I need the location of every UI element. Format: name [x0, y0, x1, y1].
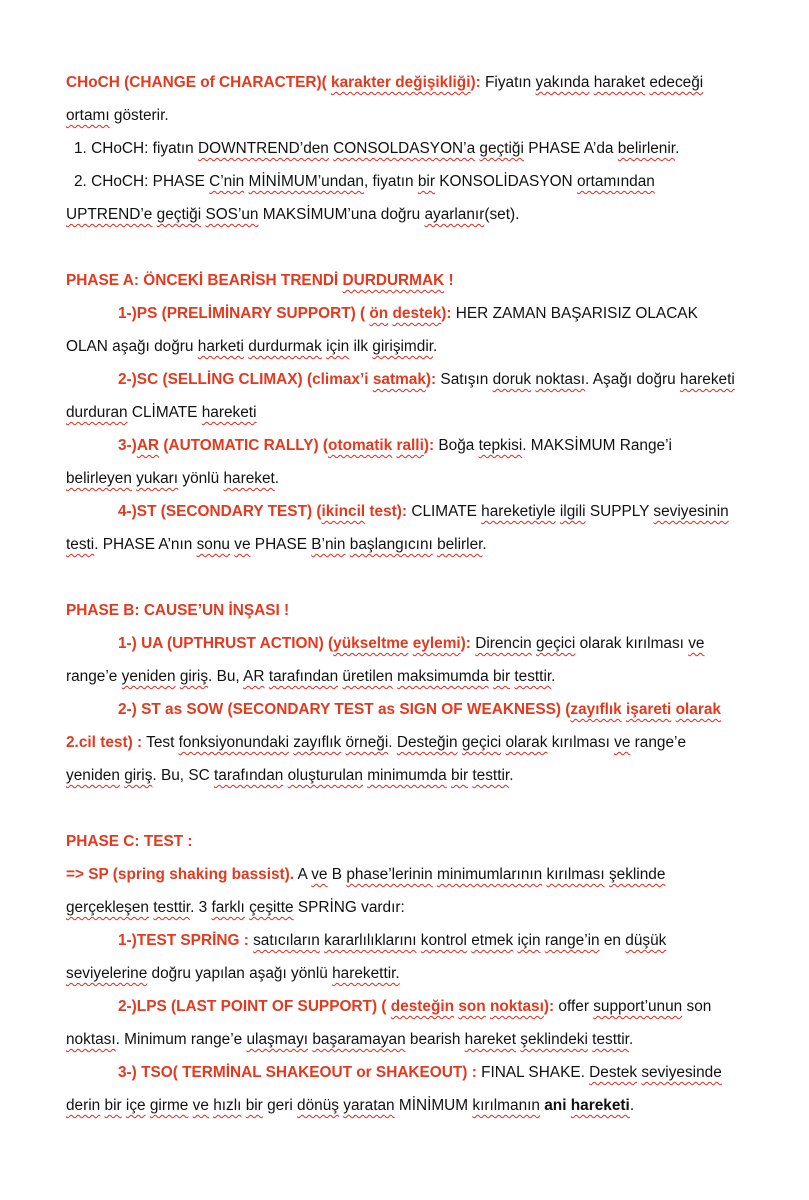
text: testi: [66, 536, 95, 553]
text: edeceği: [649, 74, 704, 91]
text: testtir: [472, 767, 510, 784]
text: PHASE A’da: [523, 140, 618, 157]
text: ortamı: [66, 107, 110, 124]
text: belirlenir: [617, 140, 676, 157]
choch-line-1: [66, 66, 786, 99]
text: maksimumda: [397, 668, 489, 685]
text: Test: [142, 734, 179, 751]
text: düşük: [625, 932, 667, 949]
text: olarak: [675, 701, 721, 718]
text: doğru yapılan aşağı yönlü: [147, 965, 333, 982]
text: 2. CHoCH: PHASE: [74, 173, 210, 190]
text: Direncin: [475, 635, 532, 652]
text: hareketi: [201, 404, 257, 421]
text: PHASE: [250, 536, 312, 553]
text: ve: [614, 734, 631, 751]
text: kırılması: [547, 734, 615, 751]
text: .: [433, 338, 438, 355]
text: range’in: [544, 932, 600, 949]
phase-c-ts-line-1: [66, 924, 786, 957]
text: ve: [192, 1097, 209, 1114]
text: . 3: [190, 899, 212, 916]
text: hareketi: [680, 371, 735, 388]
ps-label: [118, 305, 452, 322]
text: girme: [149, 1097, 189, 1114]
text: bir: [245, 1097, 263, 1114]
text: hareket: [223, 470, 275, 487]
phase-c-heading: PHASE C: TEST :: [66, 833, 193, 850]
text: bir: [104, 1097, 122, 1114]
text: derin: [66, 1097, 101, 1114]
text: haraket: [593, 74, 646, 91]
text: kontrol: [420, 932, 467, 949]
phase-a-ps-line-2: [66, 330, 786, 363]
text: farklı: [211, 899, 245, 916]
text: giriş: [179, 668, 209, 685]
text: C’nin: [209, 173, 245, 190]
test-spring-label: 1-)TEST SPRİNG :: [118, 932, 249, 949]
phase-a-st-line-2: [66, 528, 786, 561]
text: UPTREND’e: [66, 206, 153, 223]
text: CHoCH (CHANGE of CHARACTER)(: [66, 74, 332, 91]
text: MİNİMUM’undan: [248, 173, 364, 190]
text: şeklinde: [608, 866, 666, 883]
text: 1-) UA (UPTHRUST ACTION) (: [118, 635, 334, 652]
text: işareti: [625, 701, 672, 718]
text: ):: [460, 635, 471, 652]
text: range’e: [66, 668, 122, 685]
text: ön: [369, 305, 389, 322]
text: 1. CHoCH: fiyatın: [74, 140, 199, 157]
choch-list-item-2: [66, 165, 786, 198]
text: ralli: [396, 437, 424, 454]
text: CONSOLDASYON’a: [333, 140, 476, 157]
phase-c-lps-line-1: [66, 990, 786, 1023]
phase-c-tso-line-1: [66, 1056, 786, 1089]
text: ):: [441, 305, 452, 322]
text: hızlı: [213, 1097, 242, 1114]
text: AR: [243, 668, 265, 685]
text: .: [675, 140, 680, 157]
sc-label: [118, 371, 436, 388]
text: test):: [365, 503, 408, 520]
text: offer: [554, 998, 594, 1015]
text: . PHASE A’nın: [94, 536, 197, 553]
tso-label: 3-) TSO( TERMİNAL SHAKEOUT or SHAKEOUT) :: [118, 1064, 477, 1081]
phase-c-tso-line-2: [66, 1089, 786, 1122]
text: ):: [470, 74, 481, 91]
text: desteğin: [390, 998, 455, 1015]
spacer: [66, 792, 786, 825]
text: satmak: [372, 371, 426, 388]
text: belirler: [437, 536, 483, 553]
sp-label: => SP (spring shaking bassist).: [66, 866, 295, 883]
text: hareket: [464, 1031, 517, 1048]
text: ):: [423, 437, 435, 454]
text: Boğa: [434, 437, 479, 454]
text: ilk: [349, 338, 373, 355]
text: son: [458, 998, 486, 1015]
phase-a-ar-line-2: [66, 462, 786, 495]
text: bir: [417, 173, 435, 190]
text: durdurmak: [248, 338, 322, 355]
phase-c-lps-line-2: [66, 1023, 786, 1056]
text: hareketi: [570, 1097, 630, 1114]
text: testtir: [153, 899, 191, 916]
text: ):: [425, 371, 437, 388]
choch-line-2: [66, 99, 786, 132]
phase-a-ar-line-1: [66, 429, 786, 462]
text: ve: [234, 536, 251, 553]
text: .: [629, 1097, 635, 1114]
text: olarak kırılması: [575, 635, 689, 652]
text: gerçekleşen: [66, 899, 149, 916]
text: minimumda: [367, 767, 447, 784]
text: minimumlarının: [437, 866, 543, 883]
text: içe: [125, 1097, 146, 1114]
text: PHASE A: ÖNCEKİ BEARİSH TRENDİ: [66, 272, 343, 289]
text: AR: [136, 437, 160, 454]
text: satıcıların: [253, 932, 320, 949]
text: 3-): [118, 437, 137, 454]
sow-label-cont: 2.cil test) :: [66, 734, 143, 751]
text: .: [551, 668, 556, 685]
text: . Minimum range’e: [115, 1031, 247, 1048]
text: kırılması: [546, 866, 605, 883]
phase-b-sow-line-1: [66, 693, 786, 726]
text: DURDURMAK: [342, 272, 445, 289]
text: . MAKSİMUM Range’i: [522, 437, 672, 454]
phase-b-ua-line-2: [66, 660, 786, 693]
text: zayıflık: [570, 701, 622, 718]
text: etmek: [471, 932, 514, 949]
text: yeniden: [66, 767, 120, 784]
text: tepkisi: [478, 437, 523, 454]
text: testtir: [514, 668, 552, 685]
text: Destek: [589, 1064, 638, 1081]
phase-a-st-line-1: [66, 495, 786, 528]
text: örneği: [345, 734, 389, 751]
text: B’nin: [311, 536, 346, 553]
text: .: [628, 1031, 634, 1048]
text: geçtiği: [156, 206, 202, 223]
text: .: [274, 470, 280, 487]
text: oluşturulan: [287, 767, 363, 784]
text: .: [509, 767, 514, 784]
text: başaramayan: [312, 1031, 406, 1048]
text: CLIMATE: [407, 503, 482, 520]
text: Desteğin: [396, 734, 458, 751]
text: dönüş: [297, 1097, 339, 1114]
text: zayıflık: [293, 734, 342, 751]
text: . Bu,: [208, 668, 244, 685]
text: yukarı: [136, 470, 179, 487]
text: ilgili: [559, 503, 586, 520]
text: ani: [544, 1097, 567, 1114]
text: noktası: [490, 998, 544, 1015]
sow-label: [118, 701, 721, 718]
text: geçici: [535, 635, 576, 652]
text: olarak: [505, 734, 548, 751]
spacer: [66, 231, 786, 264]
text: DOWNTREND’den: [198, 140, 329, 157]
text: eylemi: [412, 635, 461, 652]
text: MİNİMUM: [394, 1097, 473, 1114]
text: ):: [543, 998, 555, 1015]
text: seviyelerine: [66, 965, 148, 982]
text: son: [682, 998, 712, 1015]
text: support’unun: [593, 998, 683, 1015]
text: belirleyen: [66, 470, 132, 487]
text: durduran: [66, 404, 128, 421]
text: SPRİNG vardır:: [293, 899, 405, 916]
text: ikincil: [321, 503, 366, 520]
text: en: [599, 932, 626, 949]
text: geçici: [461, 734, 502, 751]
text: seviyesinde: [641, 1064, 722, 1081]
text: MAKSİMUM’una doğru: [258, 206, 425, 223]
text: doruk: [492, 371, 532, 388]
text: 1-)PS (PRELİMİNARY SUPPORT) (: [118, 305, 370, 322]
text: girişimdir: [372, 338, 434, 355]
text: , fiyatın: [363, 173, 418, 190]
text: gösterir.: [109, 107, 169, 124]
text: KONSOLİDASYON: [434, 173, 577, 190]
text: için: [326, 338, 350, 355]
text: ulaşmayı: [246, 1031, 309, 1048]
text: hareketiyle: [481, 503, 556, 520]
text: kırılmanın: [472, 1097, 540, 1114]
text: .: [482, 536, 487, 553]
text: için: [517, 932, 541, 949]
text: Fiyatın: [480, 74, 536, 91]
text: 2-) ST as SOW (SECONDARY TEST as SIGN OF WEAKNESS) (: [118, 701, 571, 718]
text: ve: [311, 866, 328, 883]
choch-list-item-2-cont: [66, 198, 786, 231]
text: noktası: [66, 1031, 116, 1048]
text: A: [294, 866, 312, 883]
lps-label: [118, 998, 554, 1015]
text: testtir: [592, 1031, 629, 1048]
text: .: [388, 734, 397, 751]
choch-list-item-1: [66, 132, 786, 165]
phase-a-ps-line-1: [66, 297, 786, 330]
text: . Aşağı doğru: [585, 371, 681, 388]
text: harekettir.: [332, 965, 400, 982]
st-label: [118, 503, 407, 520]
text: 2-)LPS (LAST POINT OF SUPPORT) (: [118, 998, 391, 1015]
text: SOS’un: [205, 206, 259, 223]
text: tarafından: [268, 668, 339, 685]
text: bir: [451, 767, 469, 784]
text: yakında: [535, 74, 590, 91]
text: HER ZAMAN BAŞARISIZ OLACAK: [451, 305, 698, 322]
choch-title: [66, 74, 481, 91]
text: (set).: [484, 206, 520, 223]
text: OLAN aşağı doğru: [66, 338, 198, 355]
text: sonu: [196, 536, 230, 553]
phase-c-ts-line-2: [66, 957, 786, 990]
phase-b-sow-line-3: [66, 759, 786, 792]
text: ortamından: [576, 173, 655, 190]
text: geçtiği: [479, 140, 524, 157]
text: yaratan: [343, 1097, 395, 1114]
text: ayarlanır: [424, 206, 485, 223]
text: yönlü: [178, 470, 224, 487]
phase-b-ua-line-1: [66, 627, 786, 660]
text: CLİMATE: [127, 404, 202, 421]
ua-label: [118, 635, 471, 652]
phase-a-heading: [66, 264, 786, 297]
text: SUPPLY: [585, 503, 654, 520]
phase-c-sp-line-2: [66, 891, 786, 924]
text: phase’lerinin: [346, 866, 433, 883]
text: yeniden: [121, 668, 176, 685]
phase-a-sc-line-2: [66, 396, 786, 429]
text: bir: [492, 668, 511, 685]
text: noktası: [535, 371, 586, 388]
text: range’e: [630, 734, 687, 751]
text: başlangıcını: [349, 536, 433, 553]
phase-b-sow-line-2: [66, 726, 786, 759]
text: tarafından: [214, 767, 284, 784]
text: üretilen: [342, 668, 393, 685]
text: ve: [688, 635, 705, 652]
text: . Bu, SC: [152, 767, 215, 784]
phase-c-sp-line-1: [66, 858, 786, 891]
text: destek: [392, 305, 442, 322]
text: yükseltme: [333, 635, 409, 652]
text: 2-)SC (SELLİNG CLIMAX) (climax’i: [118, 371, 373, 388]
phase-a-sc-line-1: [66, 363, 786, 396]
text: fonksiyonundaki: [178, 734, 289, 751]
spacer: [66, 561, 786, 594]
ar-label: [118, 437, 434, 454]
text: FINAL SHAKE.: [476, 1064, 590, 1081]
text: !: [444, 272, 454, 289]
text: bearish: [405, 1031, 465, 1048]
text: Satışın: [436, 371, 493, 388]
phase-b-heading: PHASE B: CAUSE’UN İNŞASI !: [66, 602, 290, 619]
document-body: [66, 66, 786, 1122]
text: geri: [262, 1097, 298, 1114]
text: kararlılıklarını: [324, 932, 417, 949]
text: çeşitte: [249, 899, 294, 916]
text: 4-)ST (SECONDARY TEST) (: [118, 503, 322, 520]
text: şeklindeki: [520, 1031, 588, 1048]
text: seviyesinin: [653, 503, 729, 520]
text: harketi: [197, 338, 244, 355]
text: giriş: [124, 767, 153, 784]
text: (AUTOMATIC RALLY) (: [159, 437, 329, 454]
text: otomatik: [328, 437, 393, 454]
text: karakter değişikliği: [331, 74, 471, 91]
text: B: [327, 866, 347, 883]
